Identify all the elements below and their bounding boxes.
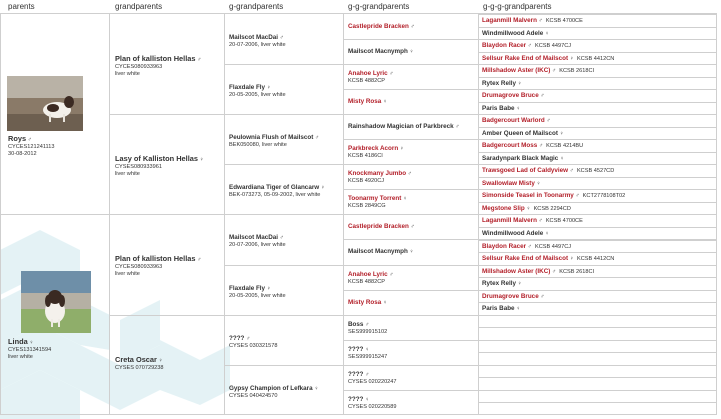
g-grandparent-name[interactable]: ???? (229, 335, 245, 342)
ggg-grandparent-name[interactable]: Paris Babe (482, 305, 515, 312)
ggg-grandparent-name[interactable]: Paris Babe (482, 105, 515, 112)
grandparent-name[interactable]: Plan of kalliston Hellas (115, 254, 196, 263)
female-icon: ♀ (409, 249, 414, 255)
grid-line (478, 327, 717, 328)
gg-grandparent-13[interactable] (344, 321, 478, 336)
grandparent-reg: CYSES 070729238 (115, 365, 164, 371)
ggg-grandparent-22[interactable] (478, 278, 717, 290)
gg-grandparent-1[interactable] (344, 23, 478, 31)
g-grandparent-6[interactable] (225, 285, 343, 300)
grandparent-2[interactable] (111, 155, 224, 178)
male-icon: ♂ (538, 143, 544, 149)
gg-grandparent-14[interactable] (344, 346, 478, 361)
gg-grandparent-reg: KCSB 4186CI (348, 153, 383, 159)
male-icon: ♂ (455, 124, 460, 130)
female-icon: ♀ (364, 347, 370, 353)
ggg-grandparent-name[interactable]: Amber Queen of Mailscot (482, 130, 558, 137)
gg-grandparent-name[interactable]: Toonarmy Torrent (348, 195, 402, 202)
ggg-grandparent-name[interactable]: Blaydon Racer (482, 243, 527, 250)
ggg-grandparent-reg: KCSB 4214BU (546, 143, 584, 149)
grid-line (478, 377, 717, 378)
female-icon: ♀ (29, 340, 34, 346)
grandparent-name[interactable]: Plan of kalliston Hellas (115, 54, 196, 63)
gg-grandparent-name[interactable]: Misty Rosa (348, 299, 382, 306)
g-grandparent-details: BEK-073273, 05-09-2002, liver white (229, 192, 321, 198)
male-icon: ♂ (197, 257, 202, 263)
male-icon: ♂ (538, 18, 543, 24)
male-icon: ♂ (575, 193, 580, 199)
ggg-grandparent-name[interactable]: Swallowlaw Misty (482, 180, 535, 187)
gg-grandparent-15[interactable] (344, 371, 478, 386)
male-icon: ♂ (279, 235, 284, 241)
ggg-grandparent-reg: KCSB 4700CE (545, 18, 583, 24)
gg-grandparent-name[interactable]: Anahoe Lyric (348, 271, 388, 278)
g-grandparent-7[interactable] (225, 335, 343, 350)
g-grandparent-name[interactable]: Mailscot MacDai (229, 234, 278, 241)
female-icon: ♀ (516, 306, 521, 312)
female-icon: ♀ (364, 397, 370, 403)
ggg-grandparent-name[interactable]: Windmillwood Adele (482, 230, 544, 237)
male-icon: ♂ (410, 224, 415, 230)
male-icon: ♂ (527, 43, 532, 49)
g-grandparent-1[interactable] (225, 34, 343, 49)
grid-line (0, 414, 717, 415)
female-icon: ♀ (314, 386, 319, 392)
ggg-grandparent-7[interactable] (478, 90, 717, 102)
gg-grandparent-name[interactable]: ???? (348, 371, 364, 378)
ggg-grandparent-reg: KCT2778108T02 (582, 193, 626, 199)
male-icon: ♂ (538, 218, 543, 224)
g-grandparent-name[interactable]: Edwardiana Tiger of Glancarw (229, 184, 320, 191)
header-parents: parents (8, 2, 35, 11)
ggg-grandparent-24[interactable] (478, 303, 717, 315)
ggg-grandparent-reg: KCSB 4497CJ (534, 244, 572, 250)
female-icon: ♀ (517, 281, 522, 287)
gg-grandparent-reg: CYSES 020220589 (348, 404, 397, 410)
ggg-grandparent-name[interactable]: Megstone Slip (482, 205, 525, 212)
ggg-grandparent-reg: KCSB 4527CD (576, 168, 615, 174)
grandparent-color: liver white (115, 271, 140, 277)
gg-grandparent-reg: CYSES 020220247 (348, 379, 397, 385)
female-icon: ♀ (526, 206, 531, 212)
parent-sire[interactable] (4, 135, 108, 158)
ggg-grandparent-name[interactable]: Millshadow Aster (IKC) (482, 268, 551, 275)
grandparent-1[interactable] (111, 55, 224, 78)
male-icon: ♂ (407, 171, 412, 177)
gg-grandparent-10[interactable] (344, 248, 478, 256)
male-icon: ♂ (551, 68, 557, 74)
g-grandparent-name[interactable]: Flaxdale Fly (229, 285, 266, 292)
dog-photo-linda[interactable] (21, 271, 91, 333)
male-icon: ♂ (527, 244, 532, 250)
gg-grandparent-reg: KCSB 4882CP (348, 78, 386, 84)
gg-grandparent-4[interactable] (344, 98, 478, 106)
female-icon: ♀ (559, 156, 565, 162)
gg-grandparent-5[interactable] (344, 123, 478, 131)
female-icon: ♀ (266, 85, 271, 91)
ggg-grandparent-reg: KCSB 2294CD (533, 206, 571, 212)
g-grandparent-name[interactable]: Gypsy Champion of Lefkara (229, 385, 313, 392)
female-icon: ♀ (402, 196, 408, 202)
ggg-grandparent-9[interactable] (478, 115, 717, 127)
female-icon: ♀ (399, 146, 404, 152)
male-icon: ♂ (364, 322, 370, 328)
ggg-grandparent-reg: KCSB 4700CE (545, 218, 583, 224)
ggg-grandparent-reg: KCSB 2618CI (559, 68, 595, 74)
ggg-grandparent-name[interactable]: Rytex Relly (482, 80, 516, 87)
male-icon: ♂ (551, 269, 557, 275)
male-icon: ♂ (389, 272, 394, 278)
ggg-grandparent-name[interactable]: Drumagrove Bruce (482, 92, 539, 99)
header-gg-grandparents: g-g-grandparents (348, 2, 410, 11)
grid-line (478, 390, 717, 391)
gg-grandparent-name[interactable]: ???? (348, 396, 364, 403)
ggg-grandparent-name[interactable]: Trawsgoed Lad of Caldyview (482, 167, 569, 174)
grandparent-name[interactable]: Lasy of Kalliston Hellas (115, 154, 198, 163)
g-grandparent-name[interactable]: Peulownia Flush of Mailscot (229, 134, 314, 141)
gg-grandparent-name[interactable]: Anahoe Lyric (348, 70, 388, 77)
parent-color: liver white (8, 354, 33, 360)
grandparent-4[interactable] (111, 356, 224, 372)
female-icon: ♀ (559, 131, 564, 137)
g-grandparent-name[interactable]: Mailscot MacDai (229, 34, 278, 41)
gg-grandparent-11[interactable] (344, 271, 478, 286)
male-icon: ♂ (410, 24, 415, 30)
ggg-grandparent-13[interactable] (478, 165, 717, 177)
ggg-grandparent-17[interactable] (478, 215, 717, 227)
gg-grandparent-12[interactable] (344, 299, 478, 307)
male-icon: ♂ (569, 168, 574, 174)
gg-grandparent-name[interactable]: Misty Rosa (348, 98, 382, 105)
ggg-grandparent-name[interactable]: Laganmill Malvern (482, 17, 537, 24)
male-icon: ♂ (279, 35, 284, 41)
parent-reg: CYES131341594 (8, 347, 52, 353)
parent-reg: CYCES121241113 (8, 144, 55, 150)
gg-grandparent-reg: KCSB 4920CJ (348, 178, 385, 184)
grid-line (478, 365, 717, 366)
grid-line (478, 340, 717, 341)
g-grandparent-details: CYSES 040424570 (229, 393, 278, 399)
gg-grandparent-reg: KCSB 4882CP (348, 279, 386, 285)
female-icon: ♀ (569, 256, 574, 262)
g-grandparent-2[interactable] (225, 84, 343, 99)
ggg-grandparent-15[interactable] (478, 190, 717, 202)
gg-grandparent-2[interactable] (344, 48, 478, 56)
gg-grandparent-name[interactable]: Mailscot Macnymph (348, 48, 408, 55)
female-icon: ♀ (266, 286, 271, 292)
ggg-grandparent-name[interactable]: Laganmill Malvern (482, 217, 537, 224)
g-grandparent-details: BEK050080, liver white (229, 142, 287, 148)
female-icon: ♀ (569, 56, 574, 62)
grandparent-reg: CYCES080933963 (115, 264, 163, 270)
female-icon: ♀ (409, 49, 414, 55)
parent-name[interactable]: Roys (8, 134, 27, 143)
ggg-grandparent-5[interactable] (478, 65, 717, 77)
ggg-grandparent-reg: KCSB 4412CN (576, 256, 615, 262)
ggg-grandparent-name[interactable]: Millshadow Aster (IKC) (482, 67, 551, 74)
g-grandparent-name[interactable]: Flaxdale Fly (229, 84, 266, 91)
gg-grandparent-reg: SES999915247 (348, 354, 388, 360)
g-grandparent-3[interactable] (225, 134, 343, 149)
ggg-grandparent-name[interactable]: Sellsur Rake End of Mailscot (482, 255, 569, 262)
grandparent-reg: CYCES080933963 (115, 64, 163, 70)
gg-grandparent-8[interactable] (344, 195, 478, 210)
female-icon: ♀ (382, 99, 388, 105)
gg-grandparent-7[interactable] (344, 170, 478, 185)
gg-grandparent-name[interactable]: ???? (348, 346, 364, 353)
female-icon: ♀ (199, 157, 204, 163)
female-icon: ♀ (544, 231, 550, 237)
ggg-grandparent-20[interactable] (478, 253, 717, 265)
gg-grandparent-reg: SES999915102 (348, 329, 388, 335)
ggg-grandparent-reg: KCSB 4497CJ (534, 43, 572, 49)
gg-grandparent-name[interactable]: Boss (348, 321, 364, 328)
gg-grandparent-name[interactable]: Rainshadow Magician of Parkbreck (348, 123, 454, 130)
g-grandparent-details: CYSES 030321578 (229, 343, 278, 349)
female-icon: ♀ (516, 106, 521, 112)
female-icon: ♀ (544, 31, 550, 37)
g-grandparent-5[interactable] (225, 234, 343, 249)
g-grandparent-details: 20-05-2005, liver white (229, 92, 286, 98)
gg-grandparent-6[interactable] (344, 145, 478, 160)
ggg-grandparent-1[interactable] (478, 15, 717, 27)
gg-grandparent-reg: KCSB 2849CG (348, 203, 386, 209)
grandparent-3[interactable] (111, 255, 224, 278)
g-grandparent-details: 20-07-2006, liver white (229, 42, 286, 48)
grid-line (478, 315, 717, 316)
male-icon: ♂ (197, 57, 202, 63)
male-icon: ♂ (245, 336, 251, 342)
ggg-grandparent-reg: KCSB 2618CI (559, 269, 595, 275)
gg-grandparent-3[interactable] (344, 70, 478, 85)
female-icon: ♀ (536, 181, 541, 187)
female-icon: ♀ (517, 81, 522, 87)
grandparent-name[interactable]: Creta Oscar (115, 355, 157, 364)
g-grandparent-details: 20-07-2006, liver white (229, 242, 286, 248)
female-icon: ♀ (158, 358, 163, 364)
gg-grandparent-name[interactable]: Parkbreck Acorn (348, 145, 399, 152)
male-icon: ♂ (389, 71, 394, 77)
ggg-grandparent-name[interactable]: Sellsur Rake End of Mailscot (482, 55, 569, 62)
ggg-grandparent-name[interactable]: Saradynpark Black Magic (482, 155, 559, 162)
parent-date: 30-08-2012 (8, 151, 37, 157)
grid-line (478, 402, 717, 403)
ggg-grandparent-name[interactable]: Simonside Teasel in Toonarmy (482, 192, 574, 199)
female-icon: ♀ (320, 185, 325, 191)
parent-name[interactable]: Linda (8, 337, 28, 346)
gg-grandparent-name[interactable]: Mailscot Macnymph (348, 248, 408, 255)
ggg-grandparent-name[interactable]: Badgercourt Moss (482, 142, 538, 149)
ggg-grandparent-name[interactable]: Badgercourt Warlord (482, 117, 545, 124)
ggg-grandparent-18[interactable] (478, 228, 717, 240)
header-ggg-grandparents: g-g-g-grandparents (483, 2, 552, 11)
ggg-grandparent-name[interactable]: Rytex Relly (482, 280, 516, 287)
ggg-grandparent-3[interactable] (478, 40, 717, 52)
header-g-grandparents: g-grandparents (229, 2, 284, 11)
gg-grandparent-name[interactable]: Knockmany Jumbo (348, 170, 407, 177)
grandparent-color: liver white (115, 71, 140, 77)
g-grandparent-8[interactable] (225, 385, 343, 400)
grandparent-reg: CYSES080933961 (115, 164, 162, 170)
gg-grandparent-16[interactable] (344, 396, 478, 411)
dog-photo-roys[interactable] (7, 76, 83, 131)
ggg-grandparent-reg: KCSB 4412CN (576, 56, 615, 62)
grandparent-color: liver white (115, 171, 140, 177)
female-icon: ♀ (382, 300, 388, 306)
grid-line (478, 352, 717, 353)
header-grandparents: grandparents (115, 2, 163, 11)
male-icon: ♂ (540, 294, 545, 300)
parent-dam[interactable] (4, 338, 108, 361)
male-icon: ♂ (314, 135, 320, 141)
ggg-grandparent-name[interactable]: Blaydon Racer (482, 42, 527, 49)
male-icon: ♂ (27, 137, 32, 143)
male-icon: ♂ (540, 93, 545, 99)
ggg-grandparent-11[interactable] (478, 140, 717, 152)
g-grandparent-4[interactable] (225, 184, 343, 199)
gg-grandparent-name[interactable]: Castlepride Bracken (348, 223, 409, 230)
gg-grandparent-name[interactable]: Castlepride Bracken (348, 23, 409, 30)
male-icon: ♂ (364, 372, 370, 378)
g-grandparent-details: 20-05-2005, liver white (229, 293, 286, 299)
gg-grandparent-9[interactable] (344, 223, 478, 231)
ggg-grandparent-name[interactable]: Windmillwood Adele (482, 30, 544, 37)
ggg-grandparent-name[interactable]: Drumagrove Bruce (482, 293, 539, 300)
male-icon: ♂ (546, 118, 551, 124)
